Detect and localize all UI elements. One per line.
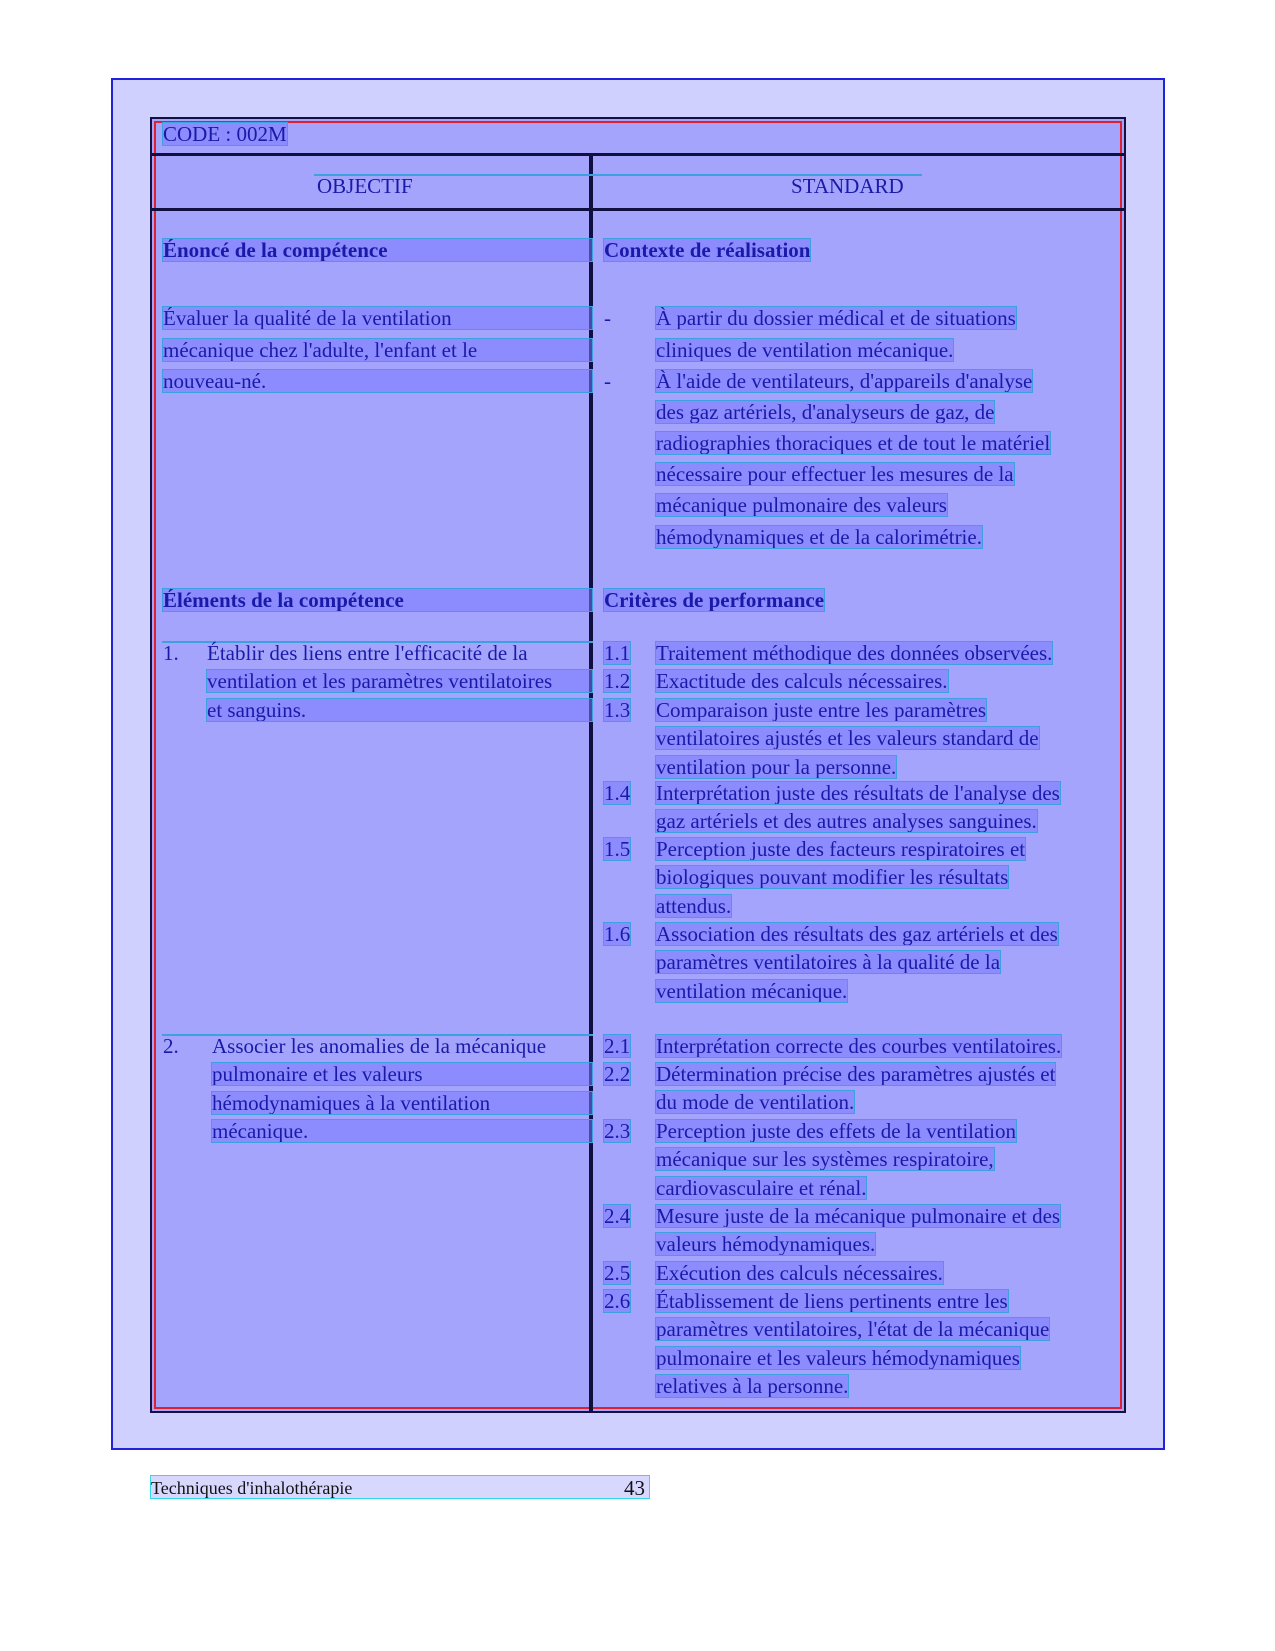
criterion-number: 1.5 [604, 837, 631, 861]
criterion-line: relatives à la personne. [656, 1374, 849, 1398]
element-2-line: mécanique. [212, 1120, 592, 1142]
context-line: des gaz artériels, d'analyseurs de gaz, de [656, 400, 995, 424]
header-rule-bottom [152, 208, 1124, 211]
context-bullet: - [604, 369, 611, 393]
contexte-title: Contexte de réalisation [604, 238, 811, 262]
criterion-line: ventilation pour la personne. [656, 755, 897, 779]
criteres-title: Critères de performance [604, 588, 825, 612]
criterion-number: 2.3 [604, 1119, 631, 1143]
enonce-line: mécanique chez l'adulte, l'enfant et le [163, 339, 592, 361]
criterion-line: gaz artériels et des autres analyses sanguines. [656, 809, 1037, 833]
header-rule-top [152, 153, 1124, 156]
criterion-line: Traitement méthodique des données observées. [656, 641, 1053, 665]
criterion-number: 1.6 [604, 922, 631, 946]
element-1-line: ventilation et les paramètres ventilatoires [207, 670, 592, 692]
criterion-line: Détermination précise des paramètres ajustés et [656, 1062, 1056, 1086]
footer-title: Techniques d'inhalothérapie [151, 1478, 353, 1498]
context-line: mécanique pulmonaire des valeurs [656, 493, 947, 517]
context-line: nécessaire pour effectuer les mesures de la [656, 462, 1014, 486]
criterion-line: Perception juste des facteurs respiratoires et [656, 837, 1026, 861]
criterion-line: Établissement de liens pertinents entre les [656, 1289, 1008, 1313]
criterion-line: Interprétation juste des résultats de l'analyse des [656, 781, 1060, 805]
context-line: radiographies thoraciques et de tout le matériel [656, 431, 1051, 455]
criterion-line: mécanique sur les systèmes respiratoire, [656, 1147, 994, 1171]
enonce-line: Évaluer la qualité de la ventilation [163, 307, 592, 329]
criterion-number: 2.6 [604, 1289, 631, 1313]
criterion-line: paramètres ventilatoires à la qualité de la [656, 950, 1001, 974]
element-2-number: 2. [163, 1034, 179, 1058]
criterion-line: Exactitude des calculs nécessaires. [656, 669, 948, 693]
criterion-line: Association des résultats des gaz artériels et des [656, 922, 1058, 946]
criterion-line: Mesure juste de la mécanique pulmonaire et des [656, 1204, 1061, 1228]
criterion-number: 2.2 [604, 1062, 631, 1086]
criterion-number: 2.5 [604, 1261, 631, 1285]
enonce-title: Énoncé de la compétence [163, 239, 592, 261]
elements-title: Éléments de la compétence [163, 589, 592, 611]
element-1-line: Établir des liens entre l'efficacité de la [207, 641, 528, 665]
criterion-line: pulmonaire et les valeurs hémodynamiques [656, 1346, 1020, 1370]
criterion-line: ventilatoires ajustés et les valeurs standard de [656, 726, 1039, 750]
criterion-number: 2.1 [604, 1034, 631, 1058]
criterion-line: valeurs hémodynamiques. [656, 1232, 876, 1256]
criterion-number: 1.1 [604, 641, 631, 665]
criterion-line: biologiques pouvant modifier les résultats [656, 865, 1009, 889]
criterion-line: Perception juste des effets de la ventilation [656, 1119, 1017, 1143]
criterion-line: Exécution des calculs nécessaires. [656, 1261, 943, 1285]
criterion-number: 1.4 [604, 781, 631, 805]
header-standard: STANDARD [791, 174, 904, 198]
criterion-line: paramètres ventilatoires, l'état de la mécanique [656, 1317, 1050, 1341]
enonce-line: nouveau-né. [163, 370, 592, 392]
element-2-line: Associer les anomalies de la mécanique [212, 1034, 547, 1058]
element-1-number: 1. [163, 641, 179, 665]
header-objectif: OBJECTIF [317, 174, 413, 198]
criterion-line: cardiovasculaire et rénal. [656, 1176, 867, 1200]
context-line: hémodynamiques et de la calorimétrie. [656, 525, 982, 549]
criterion-line: ventilation mécanique. [656, 979, 848, 1003]
criterion-line: attendus. [656, 894, 732, 918]
criterion-line: Comparaison juste entre les paramètres [656, 698, 987, 722]
element-2-line: pulmonaire et les valeurs [212, 1063, 592, 1085]
context-bullet: - [604, 306, 611, 330]
page-number: 43 [624, 1476, 645, 1500]
context-line: À l'aide de ventilateurs, d'appareils d'analyse [656, 369, 1033, 393]
context-line: À partir du dossier médical et de situations [656, 306, 1016, 330]
criterion-number: 2.4 [604, 1204, 631, 1228]
page-footer [151, 1476, 649, 1498]
criterion-line: Interprétation correcte des courbes ventilatoires. [656, 1034, 1062, 1058]
criterion-number: 1.2 [604, 669, 631, 693]
criterion-number: 1.3 [604, 698, 631, 722]
element-1-line: et sanguins. [207, 699, 592, 721]
criterion-line: du mode de ventilation. [656, 1090, 855, 1114]
code-label: CODE : 002M [163, 122, 287, 146]
context-line: cliniques de ventilation mécanique. [656, 338, 954, 362]
element-2-line: hémodynamiques à la ventilation [212, 1092, 592, 1114]
